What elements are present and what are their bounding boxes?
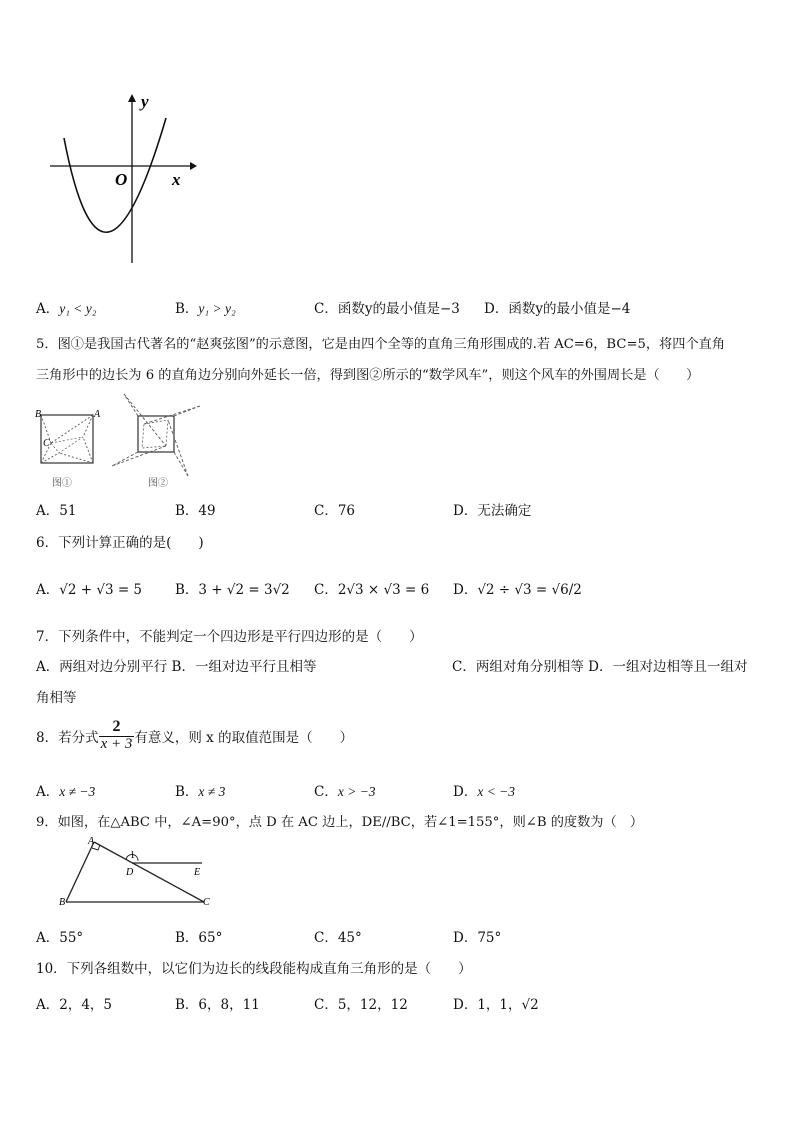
option-letter: A． [36,503,60,519]
x-axis-arrow [190,162,197,170]
q7-options-ab[interactable]: A．两组对边分别平行 B．一组对边平行且相等 [36,659,317,675]
q9-option-b[interactable] [175,926,222,946]
option-text: 函数y的最小值是−4 [508,301,631,317]
option-text: 51 [59,503,77,519]
option-text: 函数y的最小值是−3 [337,301,460,317]
option-letter: D． [453,997,478,1013]
q8-prefix: 8．若分式 [36,729,99,746]
q4-option-d[interactable] [484,297,630,317]
option-text: 65° [198,930,223,946]
q10-option-d[interactable] [453,993,539,1013]
option-text: 无法确定 [477,503,532,519]
option-text: 2√3 × √3 = 6 [337,582,430,598]
option-letter: A． [36,997,60,1013]
option-text: 76 [337,503,356,519]
q6-stem: 6．下列计算正确的是( ) [36,535,204,551]
figure-caption: 图① [52,478,72,489]
q5-option-d[interactable] [453,499,531,519]
fraction-denominator: x + 3 [100,735,133,752]
blade [144,406,200,424]
option-letter: C． [314,503,338,519]
y-axis-arrow [128,94,136,102]
option-text: y₁ > y₂ [198,301,236,316]
q6-option-d[interactable] [453,578,582,598]
q5-option-a[interactable] [36,499,76,519]
option-letter: B． [175,930,199,946]
parabola-graph [40,88,200,268]
option-letter: A． [36,582,60,598]
option-text: y₁ < y₂ [59,301,97,316]
label-angle-1: 1 [130,850,135,861]
option-text: 1，1，√2 [477,997,539,1013]
option-text: 6，8，11 [198,997,260,1013]
q9-stem: 9．如图，在△ABC 中，∠A=90°，点 D 在 AC 边上，DE//BC，若∠1=155°，则∠B 的度数为（ ） [36,815,644,830]
option-text: 2，4，5 [59,997,113,1013]
q10-stem: 10．下列各组数中，以它们为边长的线段能构成直角三角形的是（ ） [36,961,472,977]
inner-square [142,420,168,448]
label-c: C [203,897,210,908]
option-text: √2 ÷ √3 = √6/2 [477,582,582,598]
option-text: x ≠ 3 [198,784,226,799]
q8-fraction [99,719,135,753]
option-text: x > −3 [337,784,376,799]
option-letter: C． [314,997,338,1013]
label-a: A [94,409,101,420]
q7-option-d-continued: 角相等 [36,690,77,706]
option-text: 5，12，12 [337,997,408,1013]
q7-options-cd[interactable]: C．两组对角分别相等 D．一组对边相等且一组对 [452,659,748,675]
q6-option-b[interactable] [175,578,290,598]
q6-option-c[interactable] [314,578,429,598]
side-ac [94,842,204,902]
option-letter: C． [314,301,338,317]
option-letter: D． [484,301,509,317]
option-text: x ≠ −3 [59,784,96,799]
q4-option-b[interactable] [175,297,236,317]
q9-option-a[interactable] [36,926,83,946]
figure-caption: 图② [148,478,168,489]
q5-figure-1 [34,406,104,490]
blade [168,420,188,476]
option-letter: D． [453,930,478,946]
option-text: 75° [477,930,502,946]
q9-option-d[interactable] [453,926,501,946]
label-a: A [88,836,95,847]
option-letter: B． [175,582,199,598]
q7-stem: 7．下列条件中，不能判定一个四边形是平行四边形的是（ ） [36,629,423,645]
fraction-numerator: 2 [99,719,135,737]
blade [112,452,138,466]
origin-label: O [115,170,128,189]
q5-option-b[interactable] [175,499,216,519]
q5-option-c[interactable] [314,499,355,519]
option-letter: D． [453,784,478,800]
x-axis-label: x [172,170,181,189]
option-letter: C． [314,784,338,800]
q6-option-a[interactable] [36,578,142,598]
q9-option-c[interactable] [314,926,362,946]
side-ab [66,842,94,902]
label-c: C [43,438,50,449]
option-text: 45° [337,930,362,946]
blade [124,394,166,446]
label-b: B [35,409,42,420]
q5-figure-2 [108,392,204,492]
option-text: 3 + √2 = 3√2 [198,582,290,598]
q10-option-b[interactable] [175,993,260,1013]
blade [174,406,200,416]
option-letter: C． [314,930,338,946]
blade [124,394,138,416]
option-letter: B． [175,503,199,519]
option-letter: A． [36,784,60,800]
q8-stem [36,719,353,753]
option-letter: B． [175,301,199,317]
option-text: 49 [198,503,216,519]
blade [112,446,166,466]
q8-option-b[interactable] [175,780,225,800]
option-text: √2 + √3 = 5 [59,582,143,598]
q8-option-d[interactable] [453,780,515,800]
option-letter: D． [453,582,478,598]
label-e: E [194,867,201,878]
dashed-leg [59,453,93,463]
q5-stem-line2: 三角形中的边长为 6 的直角边分别向外延长一倍，得到图②所示的“数学风车”，则这个风车的外围周长是（ ） [36,368,700,383]
option-letter: A． [36,301,60,317]
q4-option-c[interactable] [314,297,460,317]
option-text: 55° [59,930,84,946]
option-text: x < −3 [477,784,516,799]
option-letter: B． [175,997,199,1013]
dashed-leg [83,437,93,463]
q8-option-a[interactable] [36,780,95,800]
q4-option-a[interactable] [36,297,96,317]
q5-stem-line1: 5．图①是我国古代著名的“赵爽弦图”的示意图，它是由四个全等的直角三角形围成的.若 AC=6，BC=5，将四个直角 [36,337,726,352]
option-letter: A． [36,930,60,946]
q8-option-c[interactable] [314,780,376,800]
option-letter: D． [453,503,478,519]
y-axis-label: y [141,92,149,111]
label-b: B [59,897,66,908]
q10-option-a[interactable] [36,993,112,1013]
q9-triangle-figure [56,834,216,910]
option-letter: C． [314,582,338,598]
q10-option-c[interactable] [314,993,408,1013]
option-letter: B． [175,784,199,800]
label-d: D [126,867,134,878]
q8-suffix: 有意义，则 x 的取值范围是（ ） [134,729,354,746]
